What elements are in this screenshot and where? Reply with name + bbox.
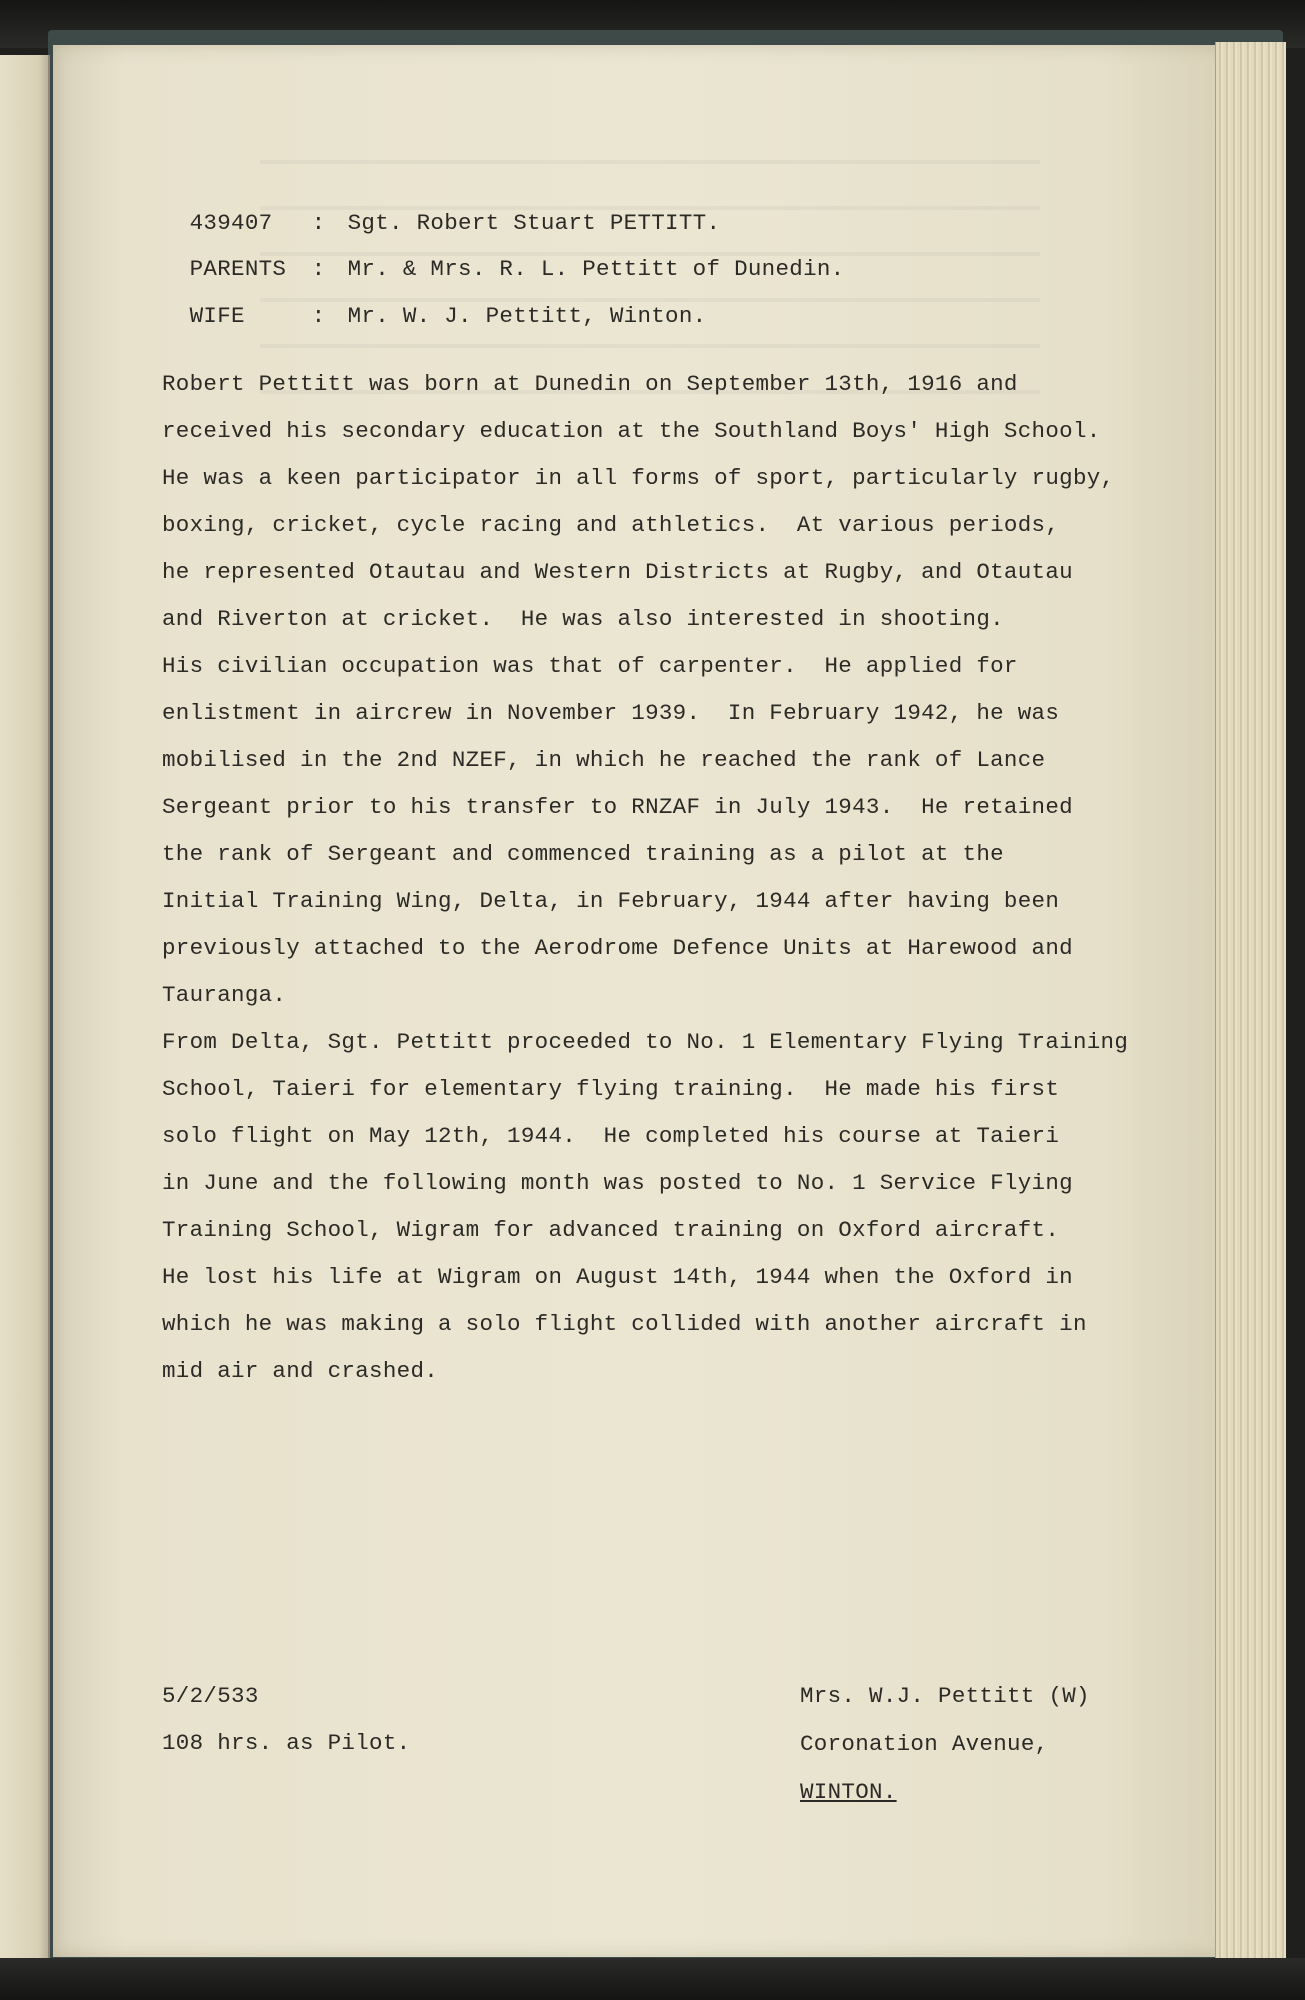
body-line: previously attached to the Aerodrome Defence Units at Harewood and <box>162 935 1073 961</box>
parents-label: PARENTS <box>189 256 287 282</box>
page-stack-edge <box>1215 42 1286 1960</box>
parents-value: Mr. & Mrs. R. L. Pettitt of Dunedin. <box>347 256 845 282</box>
header-parents-row <box>162 230 845 282</box>
body-line: solo flight on May 12th, 1944. He completed his course at Taieri <box>162 1123 1060 1149</box>
left-page-edge <box>0 55 50 1960</box>
body-line: and Riverton at cricket. He was also interested in shooting. <box>162 606 1004 632</box>
body-line: From Delta, Sgt. Pettitt proceeded to No. 1 Elementary Flying Training <box>162 1029 1129 1055</box>
address-town: WINTON. <box>800 1779 897 1805</box>
header-wife-row <box>162 277 706 329</box>
body-line: mobilised in the 2nd NZEF, in which he reached the rank of Lance <box>162 747 1046 773</box>
file-reference: 5/2/533 <box>162 1683 259 1709</box>
body-line: He lost his life at Wigram on August 14th, 1944 when the Oxford in <box>162 1264 1073 1290</box>
body-line: which he was making a solo flight collided with another aircraft in <box>162 1311 1087 1337</box>
service-name: Sgt. Robert Stuart PETTITT. <box>347 210 721 236</box>
wife-label: WIFE <box>189 303 245 329</box>
body-line: enlistment in aircrew in November 1939. In February 1942, he was <box>162 700 1060 726</box>
body-line: Initial Training Wing, Delta, in February, 1944 after having been <box>162 888 1060 914</box>
header-service-row <box>162 184 720 236</box>
parents-separator: : <box>311 256 326 282</box>
body-line: in June and the following month was posted to No. 1 Service Flying <box>162 1170 1073 1196</box>
body-line: Training School, Wigram for advanced training on Oxford aircraft. <box>162 1217 1060 1243</box>
wife-separator: : <box>311 303 326 329</box>
body-line: Sergeant prior to his transfer to RNZAF in July 1943. He retained <box>162 794 1073 820</box>
service-separator: : <box>311 210 326 236</box>
binding-bottom <box>0 1958 1305 2000</box>
body-line: mid air and crashed. <box>162 1358 439 1384</box>
body-line: Tauranga. <box>162 982 287 1008</box>
body-line: received his secondary education at the Southland Boys' High School. <box>162 418 1101 444</box>
body-line: boxing, cricket, cycle racing and athletics. At various periods, <box>162 512 1060 538</box>
body-line: He was a keen participator in all forms of sport, particularly rugby, <box>162 465 1115 491</box>
body-line: he represented Otautau and Western Districts at Rugby, and Otautau <box>162 559 1073 585</box>
body-line: the rank of Sergeant and commenced training as a pilot at the <box>162 841 1004 867</box>
body-line: His civilian occupation was that of carpenter. He applied for <box>162 653 1018 679</box>
body-line: Robert Pettitt was born at Dunedin on September 13th, 1916 and <box>162 371 1018 397</box>
address-name: Mrs. W.J. Pettitt (W) <box>800 1683 1090 1709</box>
flying-hours: 108 hrs. as Pilot. <box>162 1730 411 1756</box>
body-line: School, Taieri for elementary flying training. He made his first <box>162 1076 1060 1102</box>
service-number: 439407 <box>189 210 273 236</box>
wife-value: Mr. W. J. Pettitt, Winton. <box>347 303 707 329</box>
address-street: Coronation Avenue, <box>800 1731 1049 1757</box>
